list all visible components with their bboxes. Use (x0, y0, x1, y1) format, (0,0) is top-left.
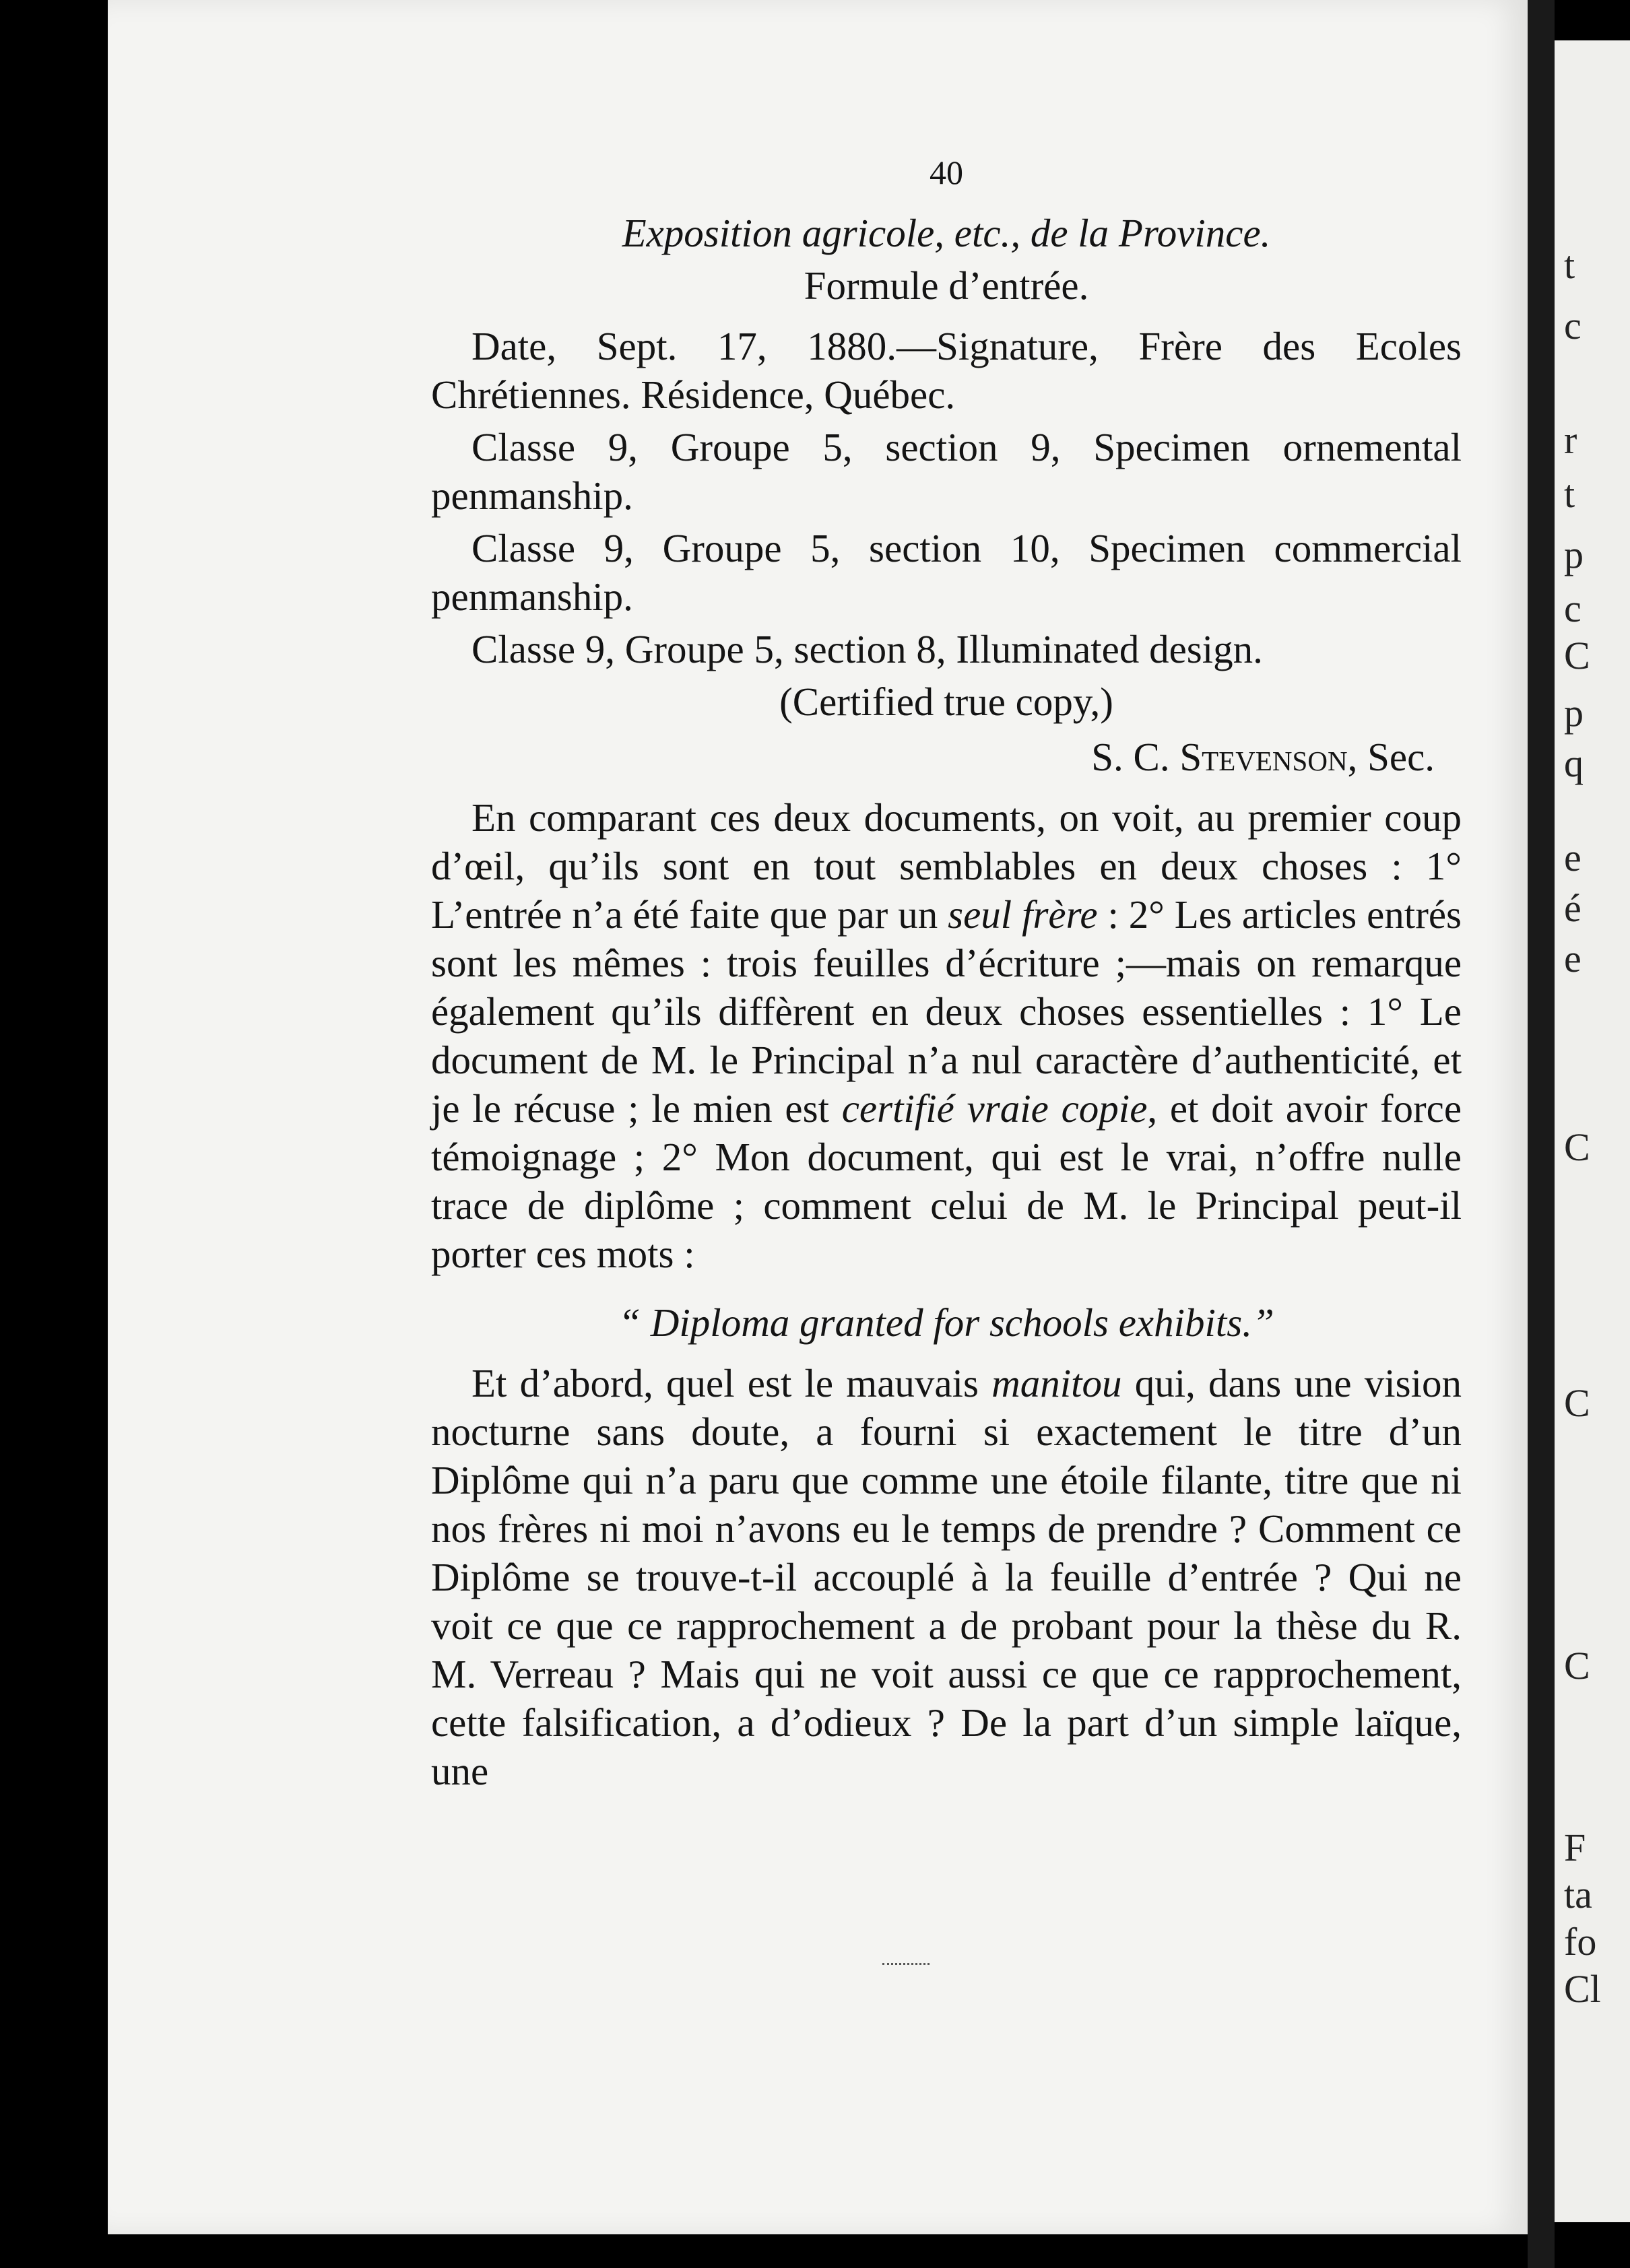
adjacent-page-edge (1555, 40, 1630, 2222)
adjacent-fragment: C (1564, 1125, 1590, 1169)
adjacent-fragment: C (1564, 1381, 1590, 1425)
adjacent-fragment: p (1564, 691, 1584, 735)
paragraph-text: , et doit avoir force témoignage ; 2° Mon document, qui est le vrai, n’offre nulle trace de diplôme ; comment celui de M. le Principal peut-il porter ces mots : (431, 1086, 1462, 1276)
adjacent-fragment: t (1564, 243, 1575, 287)
quotation: “ Diploma granted for schools exhibits.” (618, 1300, 1274, 1345)
adjacent-fragment: fo (1564, 1920, 1597, 1964)
adjacent-fragment: q (1564, 741, 1584, 785)
body-paragraph (431, 1359, 1462, 1795)
adjacent-fragment: ta (1564, 1873, 1592, 1916)
adjacent-fragment: C (1564, 634, 1590, 677)
adjacent-fragment: Cl (1564, 1967, 1601, 2011)
paragraph-text: qui, dans une vision nocturne sans doute, a fourni si exactement le titre d’un Diplôme qui n’a paru que comme une étoile filante, titre que ni nos frères ni moi n’avons eu le temps de prendre ? Comment ce Diplôme se trouve-t-il accouplé à la feuille d’entrée ? Qui ne voit ce que ce rapprochement a de probant pour la thèse du R. M. Verreau ? Mais qui ne voit aussi ce que ce rapprochement, cette falsification, a d’odieux ? De la part d’un simple laïque, une (431, 1361, 1462, 1793)
adjacent-fragment: e (1564, 836, 1582, 879)
page-gutter (1528, 0, 1555, 2268)
adjacent-fragment: F (1564, 1826, 1586, 1869)
page-content (431, 148, 1462, 1795)
adjacent-fragment: p (1564, 533, 1584, 576)
signature-name: S. C. Stevenson (1091, 735, 1348, 779)
adjacent-fragment: c (1564, 587, 1582, 630)
paragraph-text: Et d’abord, quel est le mauvais (471, 1361, 992, 1405)
signature (431, 733, 1435, 781)
entry-date-line: Date, Sept. 17, 1880.—Signature, Frère des Ecoles Chrétiennes. Résidence, Québec. (431, 324, 1462, 417)
paragraph-text: : 2° Les articles entrés sont les mêmes : trois feuilles d’écriture ;—mais on remarque également qu’ils diffèrent en deux choses essentielles : 1° Le document de M. le Principal n’a nul caractère d’authenticité, et je le récuse ; le mien est (431, 892, 1462, 1131)
certified-note: (Certified true copy,) (779, 679, 1113, 724)
entry-line: Classe 9, Groupe 5, section 8, Illuminated design. (471, 627, 1263, 671)
entry-line: Classe 9, Groupe 5, section 9, Specimen ornemental penmanship. (431, 425, 1462, 518)
adjacent-fragment: t (1564, 472, 1575, 516)
body-paragraph (431, 793, 1462, 1278)
emphasis-text: manitou (991, 1361, 1122, 1405)
paragraph-text: En comparant ces deux documents, on voit, au premier coup d’œil, qu’ils sont en tout semblables en deux choses : 1° L’entrée n’a été faite que par un (431, 795, 1462, 937)
section-heading: Exposition agricole, etc., de la Province. (622, 211, 1271, 255)
entry-line: Classe 9, Groupe 5, section 10, Specimen commercial penmanship. (431, 526, 1462, 619)
emphasis-text: certifié vraie copie (841, 1086, 1148, 1131)
page-number: 40 (930, 154, 963, 191)
emphasis-text: seul frère (948, 892, 1098, 937)
signature-title: , Sec. (1347, 735, 1435, 779)
adjacent-fragment: c (1564, 304, 1582, 347)
adjacent-fragment: é (1564, 886, 1582, 930)
form-title: Formule d’entrée. (804, 263, 1089, 308)
printer-mark (882, 1956, 930, 1965)
adjacent-fragment: e (1564, 937, 1582, 980)
adjacent-fragment: C (1564, 1644, 1590, 1688)
adjacent-fragment: r (1564, 418, 1577, 462)
